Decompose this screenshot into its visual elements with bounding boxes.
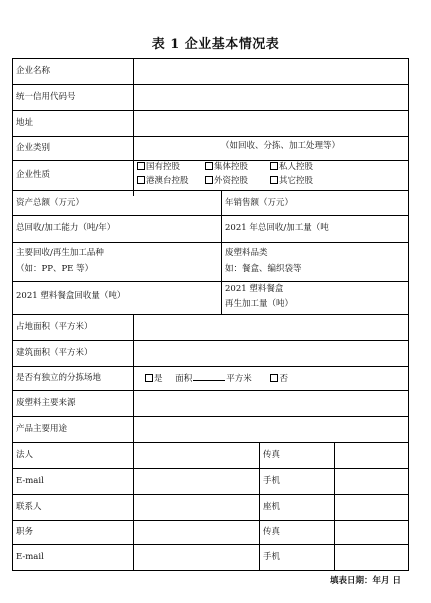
credit-code-label: 统一信用代码号 bbox=[16, 92, 76, 102]
sorting-site-options: 是 面积 平方米 否 bbox=[145, 372, 288, 385]
product-use-label: 产品主要用途 bbox=[16, 424, 68, 434]
col-line bbox=[133, 314, 134, 570]
category-label: 企业类别 bbox=[16, 143, 51, 153]
option-state-owned[interactable]: 国有控股 bbox=[137, 162, 180, 173]
checkbox[interactable] bbox=[205, 162, 213, 170]
row-line bbox=[12, 494, 409, 495]
email-label: E-mail bbox=[16, 476, 44, 486]
sorting-site-label: 是否有独立的分拣场地 bbox=[16, 373, 102, 383]
option-hk-macau-taiwan[interactable]: 港澳台控股 bbox=[137, 176, 189, 187]
page-title: 表 1 企业基本情况表 bbox=[151, 37, 280, 52]
fax2-label: 传真 bbox=[263, 527, 281, 537]
main-types-label: 主要回收/再生加工品种 bbox=[16, 248, 104, 258]
building-area-label: 建筑面积（平方米） bbox=[16, 348, 93, 358]
checkbox[interactable] bbox=[137, 176, 145, 184]
row-line bbox=[12, 442, 409, 443]
main-types-hint: （如：PP、PE 等） bbox=[16, 264, 94, 274]
checkbox[interactable] bbox=[270, 176, 278, 184]
category-hint: （如回收、分拣、加工处理等） bbox=[221, 141, 341, 151]
fax-label: 传真 bbox=[263, 450, 281, 460]
email2-label: E-mail bbox=[16, 552, 44, 562]
row-line bbox=[12, 416, 409, 417]
row-line bbox=[12, 570, 409, 571]
tableware-recycle-label: 2021 塑料餐盒 bbox=[225, 284, 284, 294]
row-line bbox=[12, 281, 409, 282]
address-label: 地址 bbox=[16, 118, 34, 128]
col-line bbox=[12, 58, 13, 571]
row-line bbox=[12, 190, 409, 191]
row-line bbox=[12, 58, 409, 59]
row-line bbox=[12, 468, 409, 469]
col-line bbox=[408, 58, 409, 571]
no-checkbox[interactable] bbox=[270, 374, 278, 382]
col-line bbox=[221, 190, 222, 314]
fill-date: 填表日期：年月 日 bbox=[330, 576, 401, 586]
row-line bbox=[12, 215, 409, 216]
capacity-label: 总回收/加工能力（吨/年） bbox=[16, 223, 116, 233]
checkbox[interactable] bbox=[205, 176, 213, 184]
yes-checkbox[interactable] bbox=[145, 374, 153, 382]
checkbox[interactable] bbox=[137, 162, 145, 170]
option-collective[interactable]: 集体控股 bbox=[205, 162, 248, 173]
legal-person-label: 法人 bbox=[16, 450, 34, 460]
row-line bbox=[12, 136, 409, 137]
row-line bbox=[12, 160, 409, 161]
row-line bbox=[12, 340, 409, 341]
nature-label: 企业性质 bbox=[16, 170, 51, 180]
row-line bbox=[12, 242, 409, 243]
row-line bbox=[12, 110, 409, 111]
waste-source-label: 废塑料主要来源 bbox=[16, 398, 76, 408]
row-line bbox=[12, 366, 409, 367]
row-line bbox=[12, 84, 409, 85]
waste-types-hint: 如：餐盒、编织袋等 bbox=[225, 264, 302, 274]
contact-label: 联系人 bbox=[16, 502, 42, 512]
checkbox[interactable] bbox=[270, 162, 278, 170]
total-assets-label: 资产总额（万元） bbox=[16, 198, 85, 208]
row-line bbox=[12, 390, 409, 391]
area-input[interactable] bbox=[193, 372, 225, 381]
row-line bbox=[12, 544, 409, 545]
col-line bbox=[133, 58, 134, 196]
row-line bbox=[12, 520, 409, 521]
position-label: 职务 bbox=[16, 527, 34, 537]
annual-sales-label: 年销售额（万元） bbox=[225, 198, 294, 208]
waste-types-label: 废塑料品类 bbox=[225, 248, 268, 258]
landline-label: 座机 bbox=[263, 502, 281, 512]
tableware-recycle-unit: 再生加工量（吨） bbox=[225, 299, 294, 309]
tableware-2021-label: 2021 塑料餐盒回收量（吨） bbox=[16, 291, 126, 301]
total-2021-label: 2021 年总回收/加工量（吨 bbox=[225, 223, 329, 233]
land-area-label: 占地面积（平方米） bbox=[16, 322, 93, 332]
col-line bbox=[259, 442, 260, 570]
row-line bbox=[12, 314, 409, 315]
option-private[interactable]: 私人控股 bbox=[270, 162, 313, 173]
col-line bbox=[334, 442, 335, 570]
mobile2-label: 手机 bbox=[263, 552, 281, 562]
company-name-label: 企业名称 bbox=[16, 66, 51, 76]
option-foreign[interactable]: 外资控股 bbox=[205, 176, 248, 187]
mobile-label: 手机 bbox=[263, 476, 281, 486]
option-other[interactable]: 其它控股 bbox=[270, 176, 313, 187]
